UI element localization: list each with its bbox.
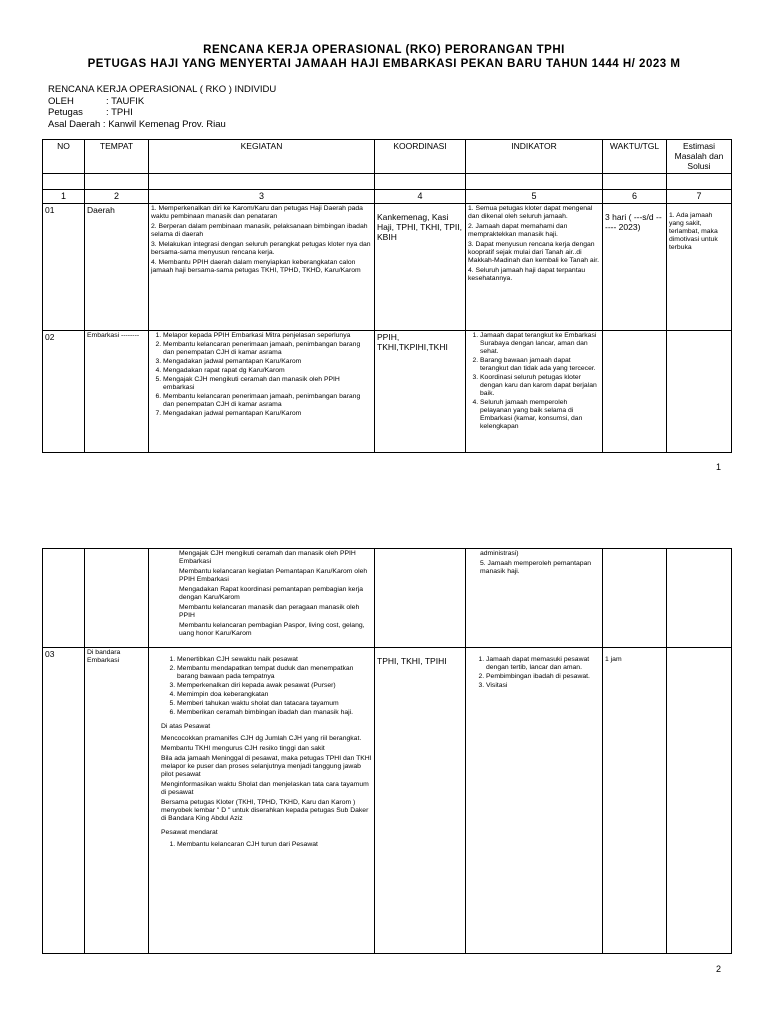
row-kegiatan	[149, 549, 375, 648]
row-waktu: 3 hari ( ---s/d ------ 2023)	[603, 204, 667, 331]
col-header-koordinasi: KOORDINASI	[375, 140, 466, 174]
indikator-item: 3. Visitasi	[486, 682, 600, 690]
kegiatan-item: Menginformasikan waktu Sholat dan menjelaskan tata cara tayamum di pesawat	[161, 781, 369, 796]
subheading-di-atas-pesawat: Di atas Pesawat	[161, 723, 211, 730]
row-kegiatan	[149, 648, 375, 954]
row-no: 02	[43, 331, 85, 453]
kegiatan-item: Bila ada jamaah Meninggal di pesawat, maka petugas TPHI dan TKHI melapor ke puser dan proses selanjutnya menjadi tanggung jawab pilot pesawat	[161, 755, 372, 778]
col-number: 5	[466, 190, 603, 204]
kegiatan-item: 1. Menertibkan CJH sewaktu naik pesawat	[177, 656, 372, 664]
table-row	[43, 204, 732, 331]
table-row	[43, 331, 732, 453]
table-number-row	[43, 190, 732, 204]
kegiatan-item: 4. Mengadakan rapat rapat dg Karu/Karom	[163, 367, 372, 375]
row-indikator	[466, 549, 603, 648]
table-header-row	[43, 140, 732, 174]
kegiatan-item: Membantu kelancaran kegiatan Pemantapan Karu/Karom oleh PPIH Embarkasi	[179, 568, 368, 583]
petugas-label: Petugas	[48, 107, 83, 118]
row-koordinasi: Kankemenag, Kasi Haji, TPHI, TKHI, TPII, KBIH	[375, 204, 466, 331]
col-number: 6	[603, 190, 667, 204]
row-tempat: Daerah	[85, 204, 149, 331]
info-row-oleh	[48, 96, 276, 108]
oleh-label: OLEH	[48, 95, 74, 107]
petugas-value: : TPHI	[106, 107, 133, 118]
indikator-item: administrasi)	[480, 550, 519, 557]
kegiatan-item: 2. Berperan dalam pembinaan manasik, pelaksanaan bimbingan ibadah selama di daerah	[151, 223, 368, 238]
kegiatan-item: 6. Membantu kelancaran penerimaan jamaah, penimbangan barang dan penempatan CJH di kamar asrama	[163, 393, 372, 409]
document-info	[48, 84, 276, 130]
subheading-pesawat-mendarat: Pesawat mendarat	[161, 829, 218, 836]
kegiatan-item: 5. Mengajak CJH mengikuti ceramah dan manasik oleh PPIH embarkasi	[163, 376, 372, 392]
row-koordinasi: TPHI, TKHI, TPIHI	[375, 648, 466, 954]
row-estimasi: 1. Ada jamaah yang sakit, terlambat, maka dimotivasi untuk terbuka	[667, 204, 732, 331]
info-row-petugas	[48, 107, 276, 119]
kegiatan-item: 5. Memberi tahukan waktu sholat dan tatacara tayamum	[177, 700, 372, 708]
col-header-kegiatan: KEGIATAN	[149, 140, 375, 174]
kegiatan-item: 7. Mengadakan jadwal pemantapan Karu/Karom	[163, 410, 372, 418]
indikator-item: 1. Semua petugas kloter dapat mengenal dan dikenal oleh seluruh jamaah.	[468, 205, 593, 220]
kegiatan-item: 2. Membantu mendapatkan tempat duduk dan menempatkan barang bawaan pada tempatnya	[177, 665, 372, 681]
indikator-item: 2. Barang bawaan jamaah dapat terangkut dan tidak ada yang tercecer.	[480, 357, 600, 373]
rko-table-page2	[42, 548, 732, 954]
kegiatan-item: Membantu TKHI mengurus CJH resiko tinggi dan sakit	[161, 745, 325, 752]
kegiatan-item: 4. Memimpin doa keberangkatan	[177, 691, 372, 699]
kegiatan-item: Mengadakan Rapat koordinasi pemantapan pembagian kerja dengan Karu/Karom	[179, 586, 364, 601]
kegiatan-item: Mencocokkan pramanifes CJH dg Jumlah CJH yang riil berangkat.	[161, 735, 362, 742]
row-waktu: 1 jam	[603, 648, 667, 954]
row-kegiatan	[149, 331, 375, 453]
kegiatan-item: 3. Melakukan integrasi dengan seluruh perangkat petugas kloter nya dan bersama-sama menyusun rencana kerja.	[151, 241, 371, 256]
row-tempat: Embarkasi --------	[85, 331, 149, 453]
indikator-item: 3. Dapat menyusun rencana kerja dengan koopratif sejak mulai dari Tanah air..di Makkah-Madinah dan kembali ke Tanah air.	[468, 241, 599, 264]
rko-table-page1	[42, 139, 732, 453]
indikator-item: 4. Seluruh jamaah haji dapat terpantau kesehatannya.	[468, 267, 586, 282]
indikator-item: 5. Jamaah memperoleh pemantapan manasik haji.	[480, 560, 592, 575]
oleh-value: : TAUFIK	[106, 95, 145, 107]
row-indikator	[466, 331, 603, 453]
kegiatan-item: 3. Mengadakan jadwal pemantapan Karu/Karom	[163, 358, 372, 366]
kegiatan-item: 3. Memperkenalkan diri kepada awak pesawat (Purser)	[177, 682, 372, 690]
row-tempat: Di bandara Embarkasi	[85, 648, 149, 954]
asal-daerah: Asal Daerah : Kanwil Kemenag Prov. Riau	[48, 118, 226, 130]
col-number: 2	[85, 190, 149, 204]
kegiatan-list-pesawat	[151, 735, 372, 823]
kegiatan-item: 6. Memberikan ceramah bimbingan ibadah dan manasik haji.	[177, 709, 372, 717]
col-header-indikator: INDIKATOR	[466, 140, 603, 174]
kegiatan-item: 1. Memperkenalkan diri ke Karom/Karu dan petugas Haji Daerah pada waktu pembinaan manasik dan penataran	[151, 205, 363, 220]
kegiatan-item: 2. Membantu kelancaran penerimaan jamaah, penimbangan barang dan penempatan CJH di kamar asrama	[163, 341, 372, 357]
kegiatan-item: Membantu kelancaran pembagian Paspor, living cost, gelang, uang honor Karu/Karom	[179, 622, 365, 637]
kegiatan-item: Mengajak CJH mengikuti ceramah dan manasik oleh PPIH Embarkasi	[179, 550, 356, 565]
indikator-item: 1. Jamaah dapat terangkut ke Embarkasi Surabaya dengan lancar, aman dan sehat.	[480, 332, 600, 356]
table-spacer-row	[43, 174, 732, 190]
row-koordinasi: PPIH, TKHI,TKPIHI,TKHI	[375, 331, 466, 453]
table-row	[43, 549, 732, 648]
kegiatan-item: Membantu kelancaran manasik dan peragaan manasik oleh PPIH	[179, 604, 360, 619]
row-kegiatan	[149, 204, 375, 331]
page-number: 2	[716, 964, 722, 974]
col-number: 4	[375, 190, 466, 204]
document-subtitle: RENCANA KERJA OPERASIONAL ( RKO ) INDIVIDU	[48, 84, 277, 95]
kegiatan-item: 1. Membantu kelancaran CJH turun dari Pesawat	[177, 841, 372, 849]
page-number: 1	[716, 462, 722, 472]
col-number: 1	[43, 190, 85, 204]
document-title-line2: PETUGAS HAJI YANG MENYERTAI JAMAAH HAJI EMBARKASI PEKAN BARU TAHUN 1444 H/ 2023 M	[87, 58, 681, 70]
indikator-item: 4. Seluruh jamaah memperoleh pelayanan yang baik selama di Embarkasi (kamar, konsumsi, dan kelengkapan	[480, 399, 600, 431]
col-header-tempat: TEMPAT	[85, 140, 149, 174]
col-header-no: NO	[43, 140, 85, 174]
indikator-item: 2. Pembimbingan ibadah di pesawat.	[486, 673, 600, 681]
indikator-item: 2. Jamaah dapat memahami dan mempraktekkan manasik haji.	[468, 223, 568, 238]
row-indikator	[466, 648, 603, 954]
kegiatan-item: Bersama petugas Kloter (TKHI, TPHD, TKHD, Karu dan Karom ) menyobek lembar " D " untuk diserahkan kepada petugas Sub Daker di Bandara King Abdul Aziz	[161, 799, 369, 822]
col-header-waktu: WAKTU/TGL	[603, 140, 667, 174]
row-no: 01	[43, 204, 85, 331]
col-number: 3	[149, 190, 375, 204]
kegiatan-item: 4. Membantu PPIH daerah dalam menyiapkan keberangkatan calon jamaah haji bersama-sama petugas TKHI, TPHD, TKHD, Karu/Karom	[151, 259, 361, 274]
row-indikator	[466, 204, 603, 331]
document-title-line1: RENCANA KERJA OPERASIONAL (RKO) PERORANGAN TPHI	[203, 44, 565, 56]
col-header-estimasi: Estimasi Masalah dan Solusi	[667, 140, 732, 174]
indikator-item: 3. Koordinasi seluruh petugas kloter dengan karu dan karom dapat berjalan baik.	[480, 374, 600, 398]
table-row	[43, 648, 732, 954]
kegiatan-item: 1. Melapor kepada PPIH Embarkasi Mitra penjelasan seperlunya	[163, 332, 372, 340]
row-no: 03	[43, 648, 85, 954]
indikator-item: 1. Jamaah dapat memasuki pesawat dengan tertib, lancar dan aman.	[486, 656, 600, 672]
col-number: 7	[667, 190, 732, 204]
